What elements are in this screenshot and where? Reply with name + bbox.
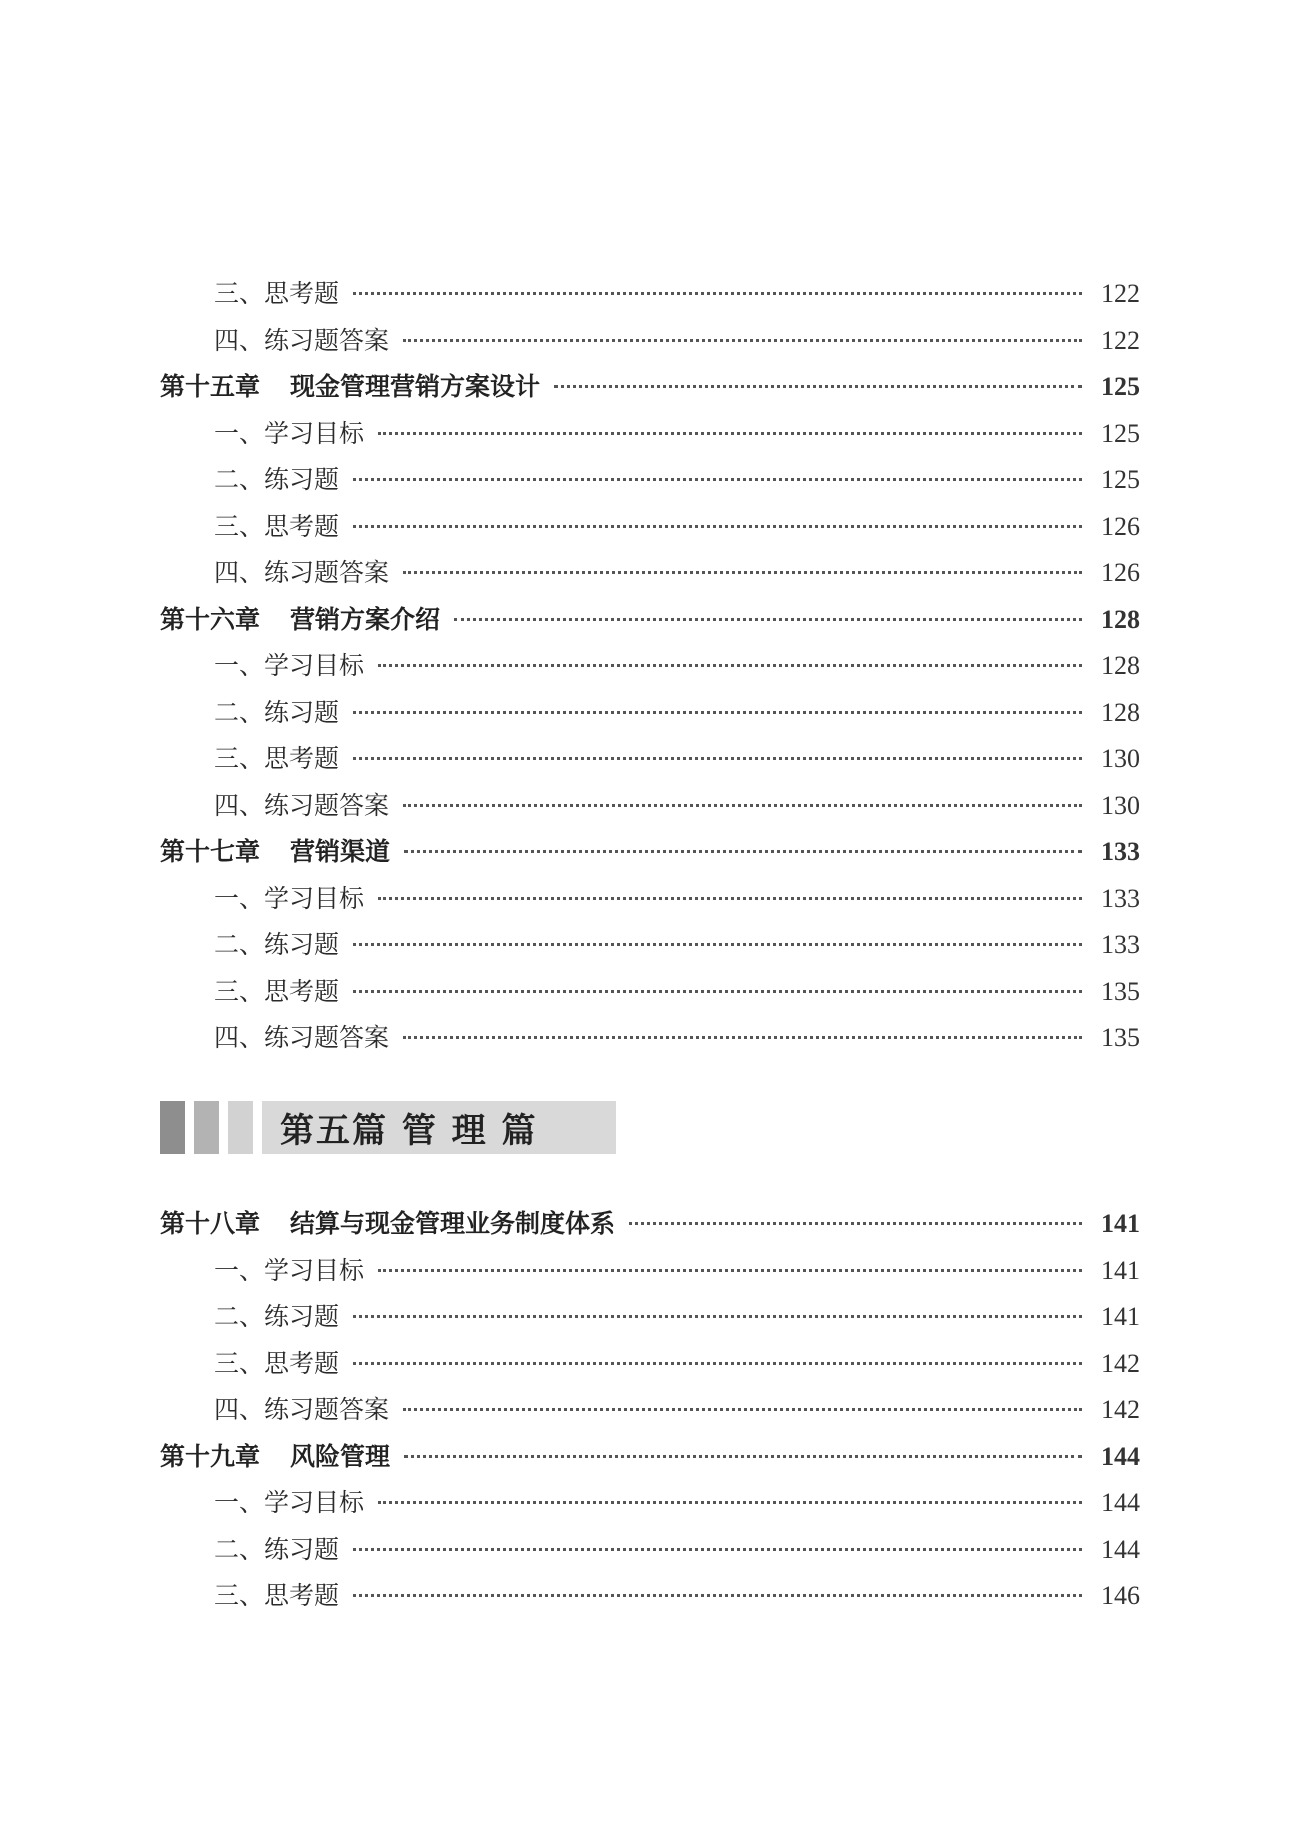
toc-section-entry[interactable] <box>160 1341 1140 1388</box>
dot-leader <box>554 385 1082 388</box>
dot-leader <box>403 804 1082 807</box>
part-banner <box>160 1101 616 1154</box>
section-label: 二、练习题 <box>214 465 340 494</box>
toc-section-entry[interactable] <box>160 643 1140 690</box>
dot-leader <box>353 1362 1082 1365</box>
page-number: 142 <box>1101 1348 1140 1378</box>
chapter-number: 第十五章 <box>160 372 261 401</box>
toc-chapter-entry[interactable] <box>160 1201 1140 1248</box>
toc-section-entry[interactable] <box>160 969 1140 1016</box>
section-label: 三、思考题 <box>214 511 340 541</box>
page-number: 141 <box>1101 1255 1140 1285</box>
chapter-number: 第十六章 <box>160 604 261 634</box>
toc-chapter-entry[interactable] <box>160 364 1140 411</box>
dot-leader <box>353 990 1082 993</box>
dot-leader <box>404 1455 1082 1458</box>
toc-section-entry[interactable] <box>160 271 1140 318</box>
dot-leader <box>353 525 1082 528</box>
page-number: 122 <box>1101 325 1140 355</box>
dot-leader <box>353 292 1082 295</box>
page-number: 133 <box>1101 883 1140 913</box>
page-number: 133 <box>1101 930 1140 959</box>
chapter-number: 第十九章 <box>160 1441 261 1471</box>
page-number: 144 <box>1101 1534 1140 1564</box>
toc-section-entry[interactable] <box>160 783 1140 830</box>
page-number: 146 <box>1101 1581 1140 1610</box>
toc-section-entry[interactable] <box>160 1573 1140 1620</box>
toc-section-bottom <box>160 1201 1140 1620</box>
dot-leader <box>378 897 1082 900</box>
page-number: 122 <box>1101 279 1140 308</box>
chapter-title: 风险管理 <box>290 1441 391 1471</box>
dot-leader <box>378 1501 1082 1504</box>
toc-section-entry[interactable] <box>160 550 1140 597</box>
part-title: 第五篇 管 理 篇 <box>262 1101 616 1154</box>
toc-chapter-entry[interactable] <box>160 829 1140 876</box>
toc-section-entry[interactable] <box>160 318 1140 365</box>
chapter-title: 现金管理营销方案设计 <box>290 372 541 401</box>
page-number: 128 <box>1101 697 1140 727</box>
section-label: 一、学习目标 <box>214 883 365 913</box>
dot-leader <box>403 339 1082 342</box>
page-number: 126 <box>1101 558 1140 587</box>
toc-section-entry[interactable] <box>160 1480 1140 1527</box>
section-label: 三、思考题 <box>214 1581 340 1610</box>
page-number: 142 <box>1101 1395 1140 1424</box>
section-label: 四、练习题答案 <box>214 558 390 587</box>
dot-leader <box>454 618 1082 621</box>
section-label: 四、练习题答案 <box>214 325 390 355</box>
dot-leader <box>353 1594 1082 1597</box>
section-label: 二、练习题 <box>214 1534 340 1564</box>
section-label: 四、练习题答案 <box>214 1395 390 1424</box>
toc-section-entry[interactable] <box>160 457 1140 504</box>
toc-section-top <box>160 271 1140 1062</box>
chapter-number: 第十七章 <box>160 837 261 866</box>
page-number: 133 <box>1101 837 1140 866</box>
chapter-title: 营销方案介绍 <box>290 604 441 634</box>
page-number: 135 <box>1101 1023 1140 1052</box>
page-number: 125 <box>1101 465 1140 494</box>
page-number: 125 <box>1101 372 1140 401</box>
dot-leader <box>629 1222 1082 1225</box>
toc-section-entry[interactable] <box>160 736 1140 783</box>
dot-leader <box>353 478 1082 481</box>
section-label: 三、思考题 <box>214 1348 340 1378</box>
section-label: 一、学习目标 <box>214 1488 365 1517</box>
dot-leader <box>353 757 1082 760</box>
page-number: 130 <box>1101 744 1140 773</box>
page-number: 130 <box>1101 790 1140 820</box>
part-banner-block <box>194 1101 219 1154</box>
section-label: 三、思考题 <box>214 744 340 773</box>
section-label: 三、思考题 <box>214 279 340 308</box>
chapter-number: 第十八章 <box>160 1209 261 1238</box>
dot-leader <box>378 432 1082 435</box>
page-number: 125 <box>1101 418 1140 448</box>
dot-leader <box>378 664 1082 667</box>
section-label: 三、思考题 <box>214 976 340 1006</box>
part-banner-block <box>160 1101 185 1154</box>
section-label: 一、学习目标 <box>214 418 365 448</box>
toc-section-entry[interactable] <box>160 876 1140 923</box>
section-label: 四、练习题答案 <box>214 790 390 820</box>
page-number: 141 <box>1101 1209 1140 1238</box>
dot-leader <box>403 571 1082 574</box>
toc-chapter-entry[interactable] <box>160 597 1140 644</box>
dot-leader <box>353 1548 1082 1551</box>
dot-leader <box>378 1269 1082 1272</box>
toc-section-entry[interactable] <box>160 1387 1140 1434</box>
dot-leader <box>353 943 1082 946</box>
part-banner-block <box>228 1101 253 1154</box>
toc-section-entry[interactable] <box>160 690 1140 737</box>
page-number: 128 <box>1101 604 1140 634</box>
page-number: 144 <box>1101 1488 1140 1517</box>
section-label: 二、练习题 <box>214 1302 340 1331</box>
dot-leader <box>353 1315 1082 1318</box>
page-number: 135 <box>1101 976 1140 1006</box>
toc-section-entry[interactable] <box>160 1294 1140 1341</box>
page-number: 126 <box>1101 511 1140 541</box>
toc-section-entry[interactable] <box>160 922 1140 969</box>
toc-chapter-entry[interactable] <box>160 1434 1140 1481</box>
section-label: 二、练习题 <box>214 930 340 959</box>
dot-leader <box>403 1036 1082 1039</box>
section-label: 二、练习题 <box>214 697 340 727</box>
chapter-title: 营销渠道 <box>290 837 391 866</box>
toc-section-entry[interactable] <box>160 1248 1140 1295</box>
dot-leader <box>353 711 1082 714</box>
page-number: 128 <box>1101 651 1140 680</box>
page-number: 141 <box>1101 1302 1140 1331</box>
section-label: 四、练习题答案 <box>214 1023 390 1052</box>
section-label: 一、学习目标 <box>214 651 365 680</box>
page-number: 144 <box>1101 1441 1140 1471</box>
section-label: 一、学习目标 <box>214 1255 365 1285</box>
toc-section-entry[interactable] <box>160 504 1140 551</box>
chapter-title: 结算与现金管理业务制度体系 <box>290 1209 616 1238</box>
toc-section-entry[interactable] <box>160 1527 1140 1574</box>
toc-section-entry[interactable] <box>160 411 1140 458</box>
toc-section-entry[interactable] <box>160 1015 1140 1062</box>
dot-leader <box>403 1408 1082 1411</box>
dot-leader <box>404 850 1082 853</box>
